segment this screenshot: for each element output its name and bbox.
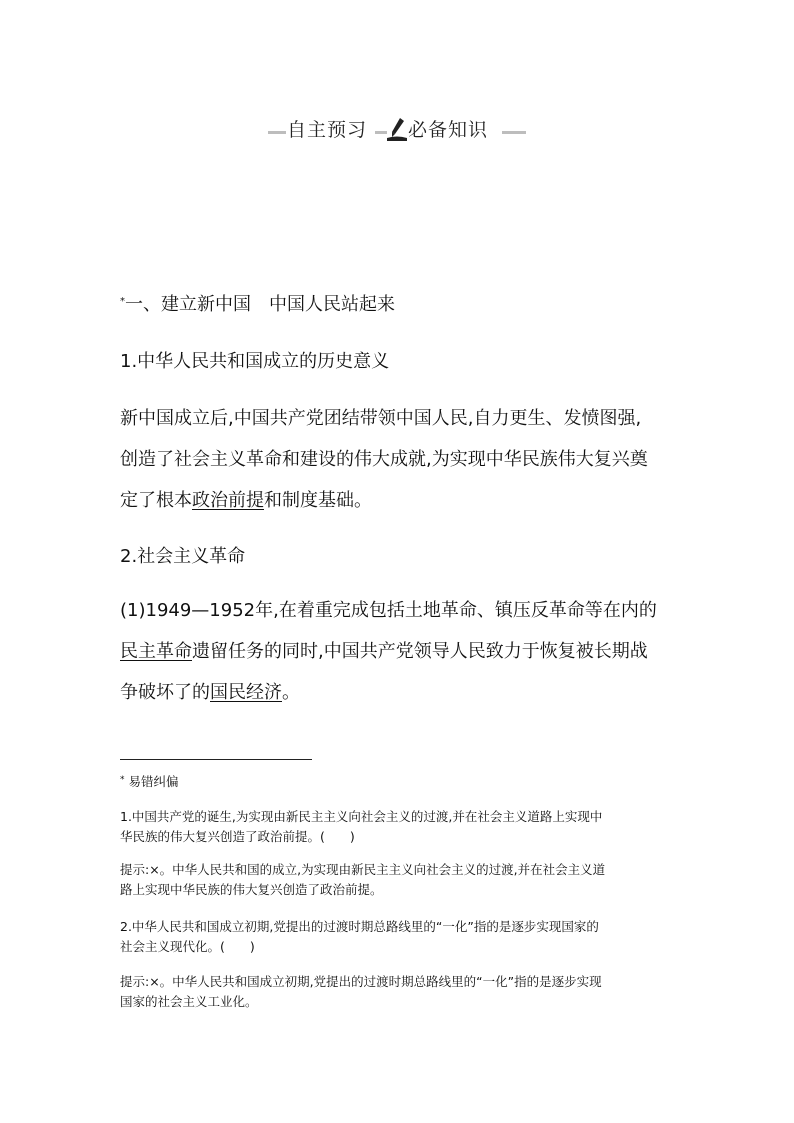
answer-2-line-2: 国家的社会主义工业化。 [120, 994, 258, 1009]
answer-2-line-1: 提示:×。中华人民共和国成立初期,党提出的过渡时期总路线里的“一化”指的是逐步实现 [120, 974, 602, 989]
banner-bar-left [268, 131, 286, 134]
paragraph-1-line-3 [120, 486, 372, 512]
key-term: 民主革命 [120, 641, 192, 662]
footnote-title-text: 易错纠偏 [128, 774, 179, 789]
subheading-2: 2.社会主义革命 [120, 546, 246, 567]
text-run: 定了根本 [120, 490, 192, 511]
paragraph-1-line-2: 创造了社会主义革命和建设的伟大成就,为实现中华民族伟大复兴奠 [120, 449, 648, 470]
footnote-title [120, 772, 179, 790]
banner-left-text: 自主预习 [287, 119, 368, 141]
paragraph-2-line-1: (1)1949—1952年,在着重完成包括土地革命、镇压反革命等在内的 [120, 600, 657, 621]
star-marker: * [120, 775, 125, 785]
text-run: 。 [282, 682, 300, 703]
paragraph-1-line-1: 新中国成立后,中国共产党团结带领中国人民,自力更生、发愤图强, [120, 408, 642, 429]
paragraph-2-line-2 [120, 637, 648, 663]
section-heading [120, 290, 395, 316]
banner-bar-right [502, 131, 526, 134]
section-title: 一、建立新中国 中国人民站起来 [125, 294, 395, 315]
question-2-line-1: 2.中华人民共和国成立初期,党提出的过渡时期总路线里的“一化”指的是逐步实现国家的 [120, 919, 599, 934]
text-run: 遗留任务的同时,中国共产党领导人民致力于恢复被长期战 [192, 641, 648, 662]
section-banner [268, 114, 526, 144]
question-1-line-1: 1.中国共产党的诞生,为实现由新民主主义向社会主义的过渡,并在社会主义道路上实现中 [120, 809, 603, 824]
star-marker: * [120, 296, 125, 307]
text-run: 争破坏了的 [120, 682, 210, 703]
subheading-1: 1.中华人民共和国成立的历史意义 [120, 351, 390, 372]
key-term: 国民经济 [210, 682, 282, 703]
text-run: 和制度基础。 [264, 490, 372, 511]
question-1-line-2: 华民族的伟大复兴创造了政治前提。( ) [120, 829, 355, 844]
banner-right-text: 必备知识 [408, 119, 489, 141]
pen-nib-icon [385, 117, 409, 143]
answer-1-line-1: 提示:×。中华人民共和国的成立,为实现由新民主主义向社会主义的过渡,并在社会主义道 [120, 862, 606, 877]
paragraph-2-line-3 [120, 678, 300, 704]
key-term: 政治前提 [192, 490, 264, 511]
footnote-divider [120, 759, 312, 760]
question-2-line-2: 社会主义现代化。( ) [120, 939, 255, 954]
answer-1-line-2: 路上实现中华民族的伟大复兴创造了政治前提。 [120, 882, 383, 897]
